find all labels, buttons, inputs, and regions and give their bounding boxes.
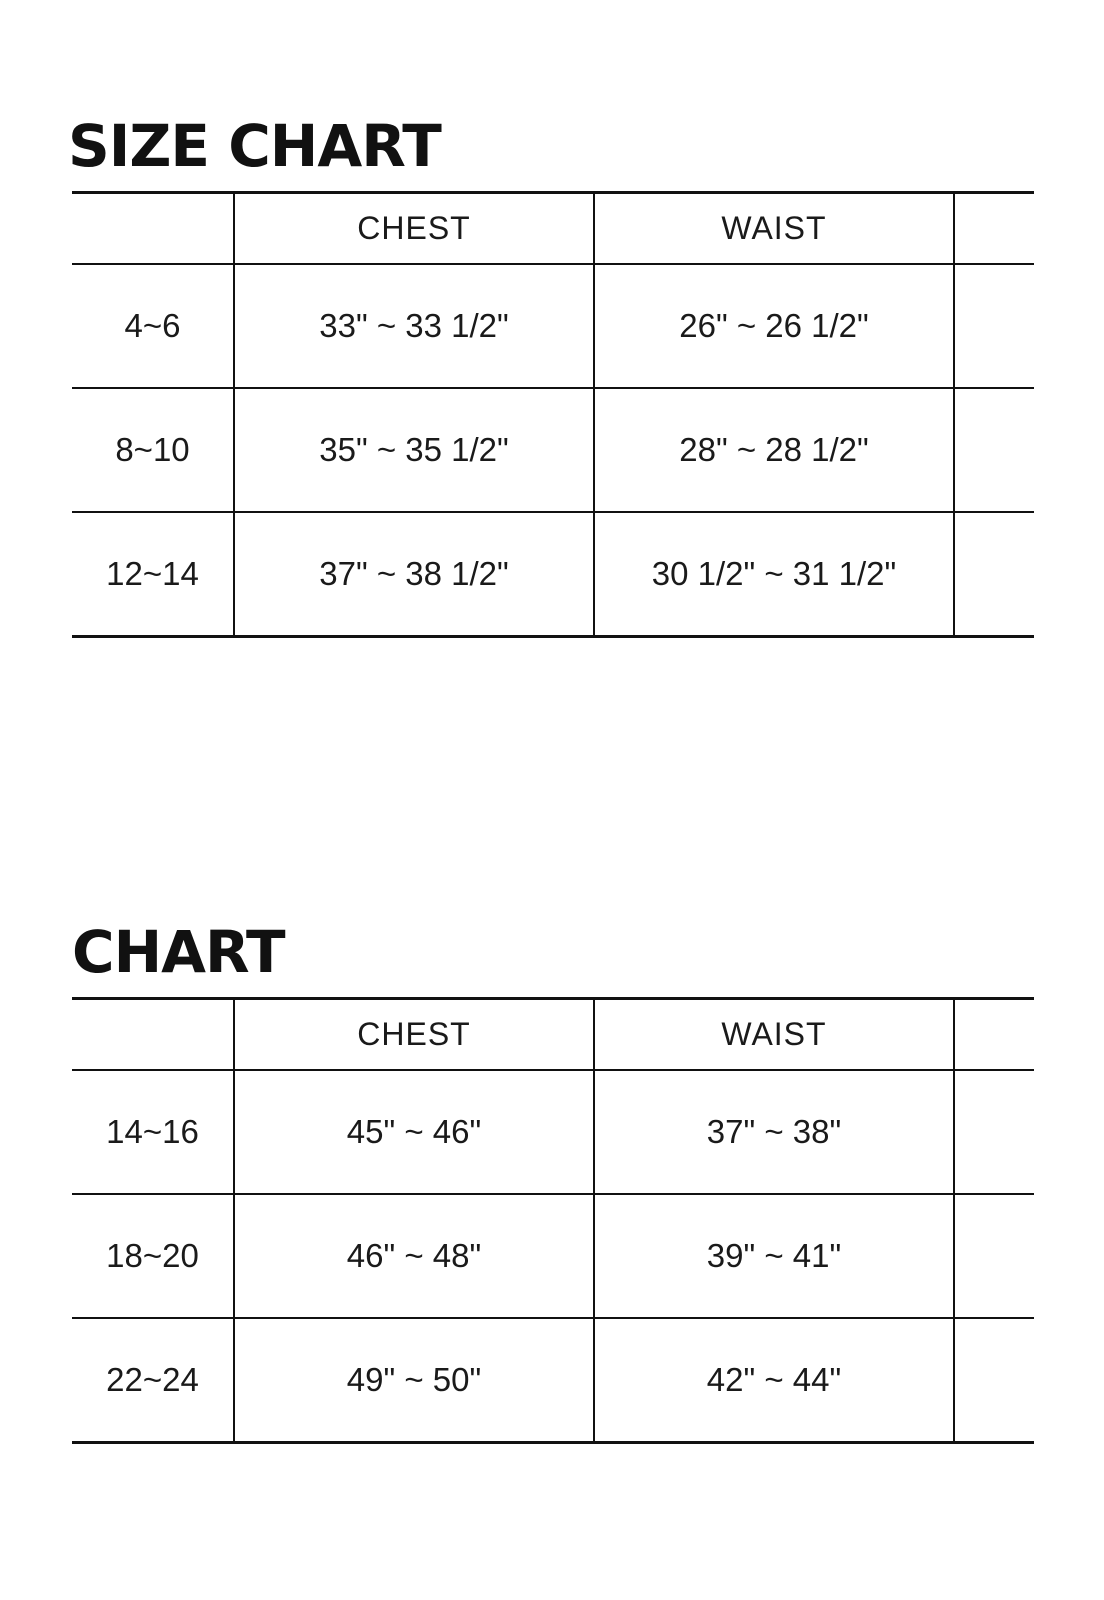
table-header-row xyxy=(72,193,1034,265)
size-chart-title: SIZE CHART xyxy=(68,112,441,180)
header-waist: WAIST xyxy=(594,999,954,1071)
header-cropped xyxy=(954,999,1034,1071)
header-cropped xyxy=(954,193,1034,265)
chest-cell: 45" ~ 46" xyxy=(234,1070,594,1194)
cropped-cell xyxy=(954,264,1034,388)
cropped-cell xyxy=(954,1318,1034,1443)
waist-cell: 37" ~ 38" xyxy=(594,1070,954,1194)
header-chest: CHEST xyxy=(234,999,594,1071)
table-row xyxy=(72,512,1034,637)
chest-cell: 49" ~ 50" xyxy=(234,1318,594,1443)
waist-cell: 28" ~ 28 1/2" xyxy=(594,388,954,512)
table-row xyxy=(72,264,1034,388)
size-cell: 8~10 xyxy=(72,388,234,512)
chart-title: CHART xyxy=(72,918,285,986)
chest-cell: 35" ~ 35 1/2" xyxy=(234,388,594,512)
chest-cell: 37" ~ 38 1/2" xyxy=(234,512,594,637)
table-row xyxy=(72,1070,1034,1194)
size-chart-table-girls xyxy=(72,191,1034,638)
size-chart-table-plus xyxy=(72,997,1034,1444)
table-row xyxy=(72,388,1034,512)
waist-cell: 30 1/2" ~ 31 1/2" xyxy=(594,512,954,637)
chest-cell: 33" ~ 33 1/2" xyxy=(234,264,594,388)
header-waist: WAIST xyxy=(594,193,954,265)
size-cell: 4~6 xyxy=(72,264,234,388)
waist-cell: 26" ~ 26 1/2" xyxy=(594,264,954,388)
chest-cell: 46" ~ 48" xyxy=(234,1194,594,1318)
cropped-cell xyxy=(954,1194,1034,1318)
waist-cell: 42" ~ 44" xyxy=(594,1318,954,1443)
cropped-cell xyxy=(954,1070,1034,1194)
header-size xyxy=(72,193,234,265)
size-cell: 12~14 xyxy=(72,512,234,637)
cropped-cell xyxy=(954,388,1034,512)
size-cell: 22~24 xyxy=(72,1318,234,1443)
header-size xyxy=(72,999,234,1071)
table-row xyxy=(72,1194,1034,1318)
header-chest: CHEST xyxy=(234,193,594,265)
size-cell: 18~20 xyxy=(72,1194,234,1318)
table-header-row xyxy=(72,999,1034,1071)
cropped-cell xyxy=(954,512,1034,637)
waist-cell: 39" ~ 41" xyxy=(594,1194,954,1318)
table-row xyxy=(72,1318,1034,1443)
size-cell: 14~16 xyxy=(72,1070,234,1194)
